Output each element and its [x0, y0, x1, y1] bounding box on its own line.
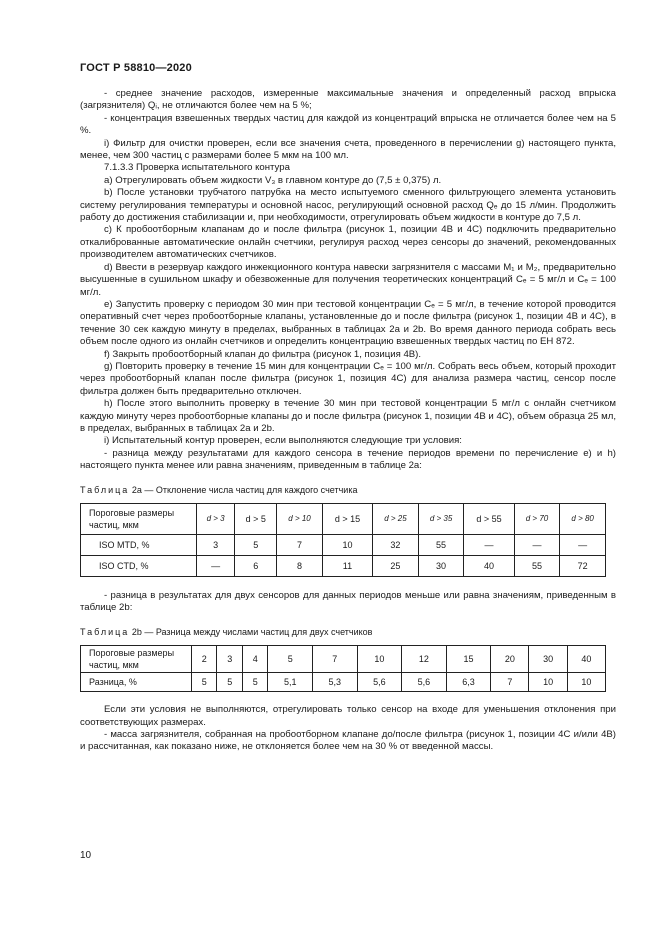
paragraph: b) После установки трубчатого патрубка на место испытуемого сменного фильтрующего элемента установить систему регулирования температуры и основной насос, регулирующий основной расход Qₑ до 15 л/мин. Продолжить работу до достижения стабилизации и, при необходимости, отрегулировать объем жидкости в контуре до 7,5 л.: [80, 187, 616, 224]
table-header-cell: 12: [402, 646, 447, 673]
table-cell: 10: [529, 673, 567, 692]
table-header-cell: d > 55: [464, 504, 514, 535]
table-cell: 72: [560, 556, 606, 577]
table-cell: 5: [192, 673, 217, 692]
document-header: ГОСТ Р 58810—2020: [80, 62, 192, 74]
table-header-cell: d > 70: [514, 504, 560, 535]
paragraph: f) Закрыть пробоотборный клапан до фильтра (рисунок 1, позиция 4B).: [104, 348, 422, 360]
paragraph: d) Ввести в резервуар каждого инжекционного контура навески загрязнителя с массами M₁ и M₂, предварительно высушенные в сушильном шкафу и обезвоженные для получения теоретических концентраций Cₑ = 5 мг/л и Cₑ = 100 мг/л.: [80, 261, 616, 298]
paragraph: Если эти условия не выполняются, отрегулировать только сенсор на входе для уменьшения отклонения при соответствующих размерах.: [80, 704, 616, 728]
table-cell: 6,3: [446, 673, 491, 692]
table-header-cell: d > 10: [277, 504, 323, 535]
paragraph: e) Запустить проверку с периодом 30 мин при тестовой концентрации Cₑ = 5 мг/л, в течение которой проводится оперативный счет через пробоотборные клапаны, установленные до и после фильтра (рисунок 1, позиции 4B и 4C), в течение 30 сек каждую минуту в пределах, выбранных в таблицах 2a и 2b. Во время данного периода собрать весь объем после одного из онлайн счетчиков и определить концентрацию взвешенных твердых частиц по ЕН 872.: [80, 298, 616, 348]
table-header-cell: d > 25: [373, 504, 419, 535]
table-cell: 32: [373, 535, 419, 556]
paragraph: a) Отрегулировать объем жидкости V₃ в главном контуре до (7,5 ± 0,375) л.: [104, 174, 442, 186]
table-cell: 5: [217, 673, 242, 692]
table-cell: 8: [277, 556, 323, 577]
table-header-row: [81, 504, 606, 535]
table-cell: 5,1: [268, 673, 313, 692]
document-body: [80, 88, 616, 754]
table-header-cell: 7: [313, 646, 358, 673]
table-row: [81, 535, 606, 556]
paragraph: c) К пробоотборным клапанам до и после фильтра (рисунок 1, позиции 4B и 4C) подключить предварительно откалиброванные автоматические онлайн счетчики, регулируя расход через сенсоры до значений, рекомендованных производителем автоматических счетчиков.: [80, 224, 616, 261]
table-cell: 5: [235, 535, 277, 556]
table-cell: 5,6: [402, 673, 447, 692]
table-cell: 7: [491, 673, 529, 692]
table-header-cell: 5: [268, 646, 313, 673]
table-header-cell: d > 5: [235, 504, 277, 535]
table-header-cell: d > 3: [197, 504, 235, 535]
section-heading: 7.1.3.3 Проверка испытательного контура: [104, 162, 290, 174]
paragraph: - разница в результатах для двух сенсоров для данных периодов меньше или равна значениям, приведенным в таблице 2b:: [80, 590, 616, 614]
table-cell: —: [197, 556, 235, 577]
table-cell: 25: [373, 556, 419, 577]
table-2b: [80, 645, 606, 692]
table-cell: 7: [277, 535, 323, 556]
paragraph: - разница между результатами для каждого сенсора в течение периодов времени по перечисление e) и h) настоящего пункта менее или равна значениям, приведенным в таблице 2a:: [80, 447, 616, 472]
table-header-cell: 2: [192, 646, 217, 673]
table-header-cell: d > 15: [322, 504, 372, 535]
table-cell: 55: [514, 556, 560, 577]
table-cell: 5: [242, 673, 267, 692]
paragraph: g) Повторить проверку в течение 15 мин для концентрации Cₑ = 100 мг/л. Собрать весь объем, который проходит через пробоотборный клапан после фильтра (рисунок 1, позиция 4C) для анализа размера частиц, сенсор после фильтра должен быть предварительно отключен.: [80, 360, 616, 397]
table-header-cell: 30: [529, 646, 567, 673]
table-row: [81, 556, 606, 577]
paragraph: i) Фильтр для очистки проверен, если все значения счета, проведенного в перечислении g) настоящего пункта, менее, чем 300 частиц с размерами более 5 мкм на 100 мл.: [80, 137, 616, 162]
table-cell: —: [514, 535, 560, 556]
table-header-cell: 20: [491, 646, 529, 673]
table-cell: 11: [322, 556, 372, 577]
table-row: [81, 673, 606, 692]
table-header-cell: 40: [567, 646, 605, 673]
table-cell: 3: [197, 535, 235, 556]
table-cell: 5,6: [357, 673, 402, 692]
row-label: ISO CTD, %: [81, 556, 197, 577]
row-label: Разница, %: [81, 673, 192, 692]
table-cell: —: [464, 535, 514, 556]
table-cell: 10: [567, 673, 605, 692]
paragraph: - среднее значение расходов, измеренные максимальные значения и определенный расход впрыска (загрязнителя) Qᵢ, не отличаются более чем на 5 %;: [80, 88, 616, 112]
row-label: ISO MTD, %: [81, 535, 197, 556]
table-2a-caption: Таблица 2a — Отклонение числа частиц для каждого счетчика: [80, 484, 358, 495]
table-header-cell: d > 80: [560, 504, 606, 535]
table-header-cell: 3: [217, 646, 242, 673]
page-number: 10: [80, 850, 92, 861]
paragraph: - концентрация взвешенных твердых частиц для каждой из концентраций впрыска не отличается более чем на 5 %.: [80, 112, 616, 137]
table-cell: 30: [418, 556, 464, 577]
table-cell: 10: [322, 535, 372, 556]
table-header-cell: 4: [242, 646, 267, 673]
table-cell: 55: [418, 535, 464, 556]
table-cell: 40: [464, 556, 514, 577]
table-header-cell: 15: [446, 646, 491, 673]
table-cell: —: [560, 535, 606, 556]
table-2b-caption: Таблица 2b — Разница между числами частиц для двух счетчиков: [80, 626, 373, 637]
table-2a: [80, 503, 606, 577]
table-cell: 5,3: [313, 673, 358, 692]
paragraph: h) После этого выполнить проверку в течение 30 мин при тестовой концентрации 5 мг/л с онлайн счетчиком каждую минуту через пробоотборные клапаны до и после фильтра (рисунок 1, позиции 4B и 4C), объем образца 25 мл, в пределах, выбранных в таблицах 2a и 2b.: [80, 398, 616, 434]
table-header-label: Пороговые размеры частиц, мкм: [81, 504, 197, 535]
paragraph: i) Испытательный контур проверен, если выполняются следующие три условия:: [104, 435, 462, 447]
table-header-cell: 10: [357, 646, 402, 673]
paragraph: - масса загрязнителя, собранная на пробоотборном клапане до/после фильтра (рисунок 1, позиции 4C и/или 4B) и рассчитанная, как показано ниже, не отклоняется более чем на 30 % от введенной массы.: [80, 729, 616, 753]
table-header-row: [81, 646, 606, 673]
table-header-cell: d > 35: [418, 504, 464, 535]
table-cell: 6: [235, 556, 277, 577]
table-header-label: Пороговые размеры частиц, мкм: [81, 646, 192, 673]
